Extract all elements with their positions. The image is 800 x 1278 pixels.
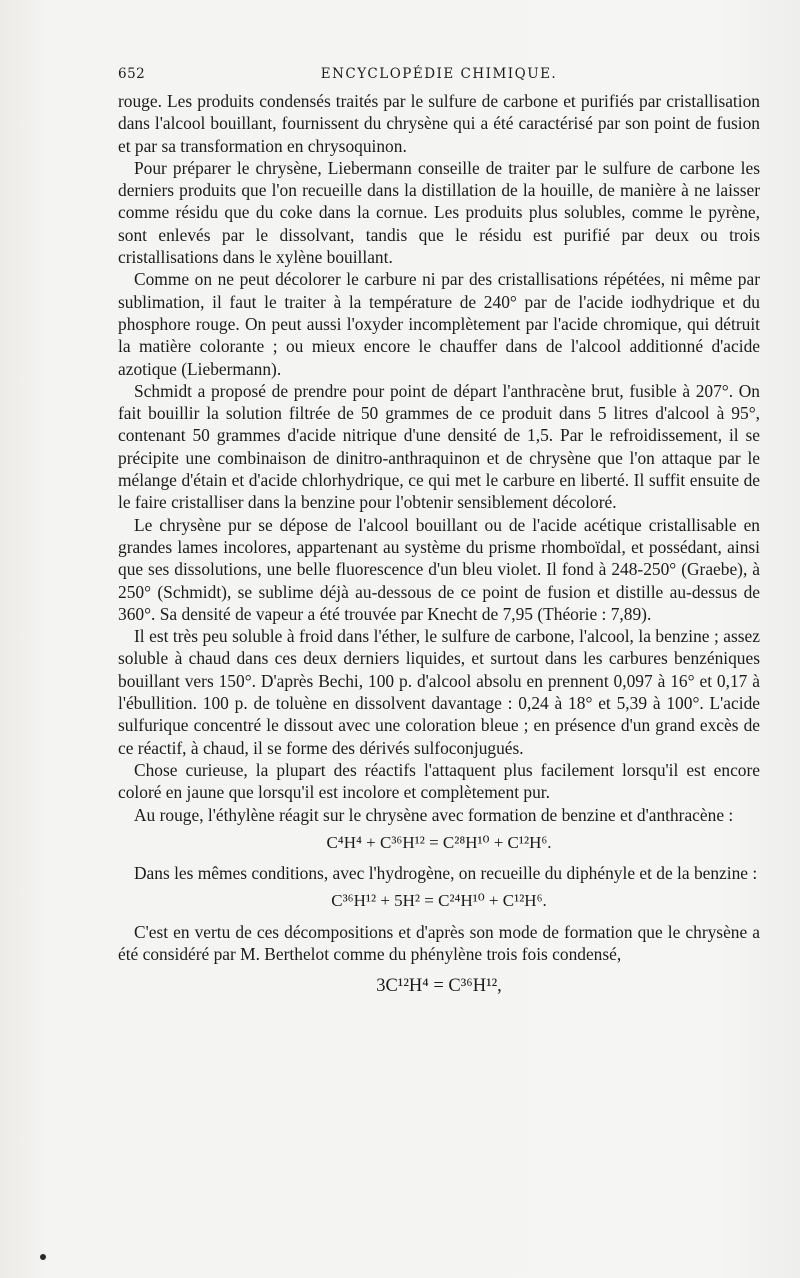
page-body [118,90,760,1006]
paragraph: Dans les mêmes conditions, avec l'hydrogène, on recueille du diphényle et de la benzine : [134,863,758,884]
page-number: 652 [118,66,146,82]
paragraph: Comme on ne peut décolorer le carbure ni par des cristallisations répétées, ni même par sublimation, il faut le traiter à la température de 240° par de l'acide iodhydrique et du phosphore rouge. On peut aussi l'oxyder incomplètement par l'acide chromique, qui détruit la matière colorante ; ou mieux encore le chauffer dans de l'alcool additionné d'acide azotique (Liebermann). [118,269,760,379]
chemical-equation: C⁴H⁴ + C³⁶H¹² = C²⁸H¹⁰ + C¹²H⁶. [326,832,552,852]
page-header [118,66,760,88]
paragraph: Schmidt a proposé de prendre pour point de départ l'anthracène brut, fusible à 207°. On fait bouillir la solution filtrée de 50 grammes de ce produit dans 5 litres d'alcool à 95°, contenant 50 grammes d'acide nitrique d'une densité de 1,5. Par le refroidissement, il se précipite une combinaison de dinitro-anthraquinon et de chrysène que l'on attaque par le mélange d'étain et d'acide chlorhydrique, ce qui met le carbure en liberté. Il suffit ensuite de le faire cristalliser dans la benzine pour l'obtenir sensiblement décoloré. [118,380,760,513]
chemical-equation: C³⁶H¹² + 5H² = C²⁴H¹⁰ + C¹²H⁶. [331,891,547,911]
running-title: ENCYCLOPÉDIE CHIMIQUE. [320,66,558,82]
paragraph: rouge. Les produits condensés traités par le sulfure de carbone et purifiés par cristallisation dans l'alcool bouillant, fournissent du chrysène qui a été caractérisé par son point de fusion et par sa transformation en chrysoquinon. [118,91,760,156]
chemical-equation: 3C¹²H⁴ = C³⁶H¹², [376,976,502,997]
paragraph: C'est en vertu de ces décompositions et d'après son mode de formation que le chrysène a été considéré par M. Berthelot comme du phénylène trois fois condensé, [118,921,760,964]
paragraph: Pour préparer le chrysène, Liebermann conseille de traiter par le sulfure de carbone les derniers produits que l'on recueille dans la distillation de la houille, de manière à ne laisser comme résidu que du coke dans la cornue. Les produits plus solubles, comme le pyrène, sont enlevés par le dissolvant, tandis que le résidu est purifié par deux ou trois cristallisations dans le xylène bouillant. [118,157,760,268]
paragraph: Il est très peu soluble à froid dans l'éther, le sulfure de carbone, l'alcool, la benzine ; assez soluble à chaud dans ces deux derniers liquides, et surtout dans les carbures benzéniques bouillant vers 150°. D'après Bechi, 100 p. d'alcool absolu en prennent 0,097 à 16° et 0,17 à l'ébullition. 100 p. de toluène en dissolvent davantage : 0,24 à 18° et 5,39 à 100°. L'acide sulfurique concentré le dissout avec une coloration bleue ; en présence d'un grand excès de ce réactif, à chaud, il se forme des dérivés sulfoconjugués. [118,626,760,758]
paragraph: Au rouge, l'éthylène réagit sur le chrysène avec formation de benzine et d'anthracène : [134,804,734,825]
ink-spot [40,1254,46,1260]
paragraph: Chose curieuse, la plupart des réactifs l'attaquent plus facilement lorsqu'il est encore coloré en jaune que lorsqu'il est incolore et complètement pur. [118,759,760,803]
paragraph: Le chrysène pur se dépose de l'alcool bouillant ou de l'acide acétique cristallisable en grandes lames incolores, appartenant au système du prisme rhomboïdal, et possédant, ainsi que ses dissolutions, une belle fluorescence d'un bleu violet. Il fond à 248-250° (Graebe), à 250° (Schmidt), se sublime déjà au-dessous de ce point de fusion et distille au-dessus de 360°. Sa densité de vapeur a été trouvée par Knecht de 7,95 (Théorie : 7,89). [118,514,760,624]
